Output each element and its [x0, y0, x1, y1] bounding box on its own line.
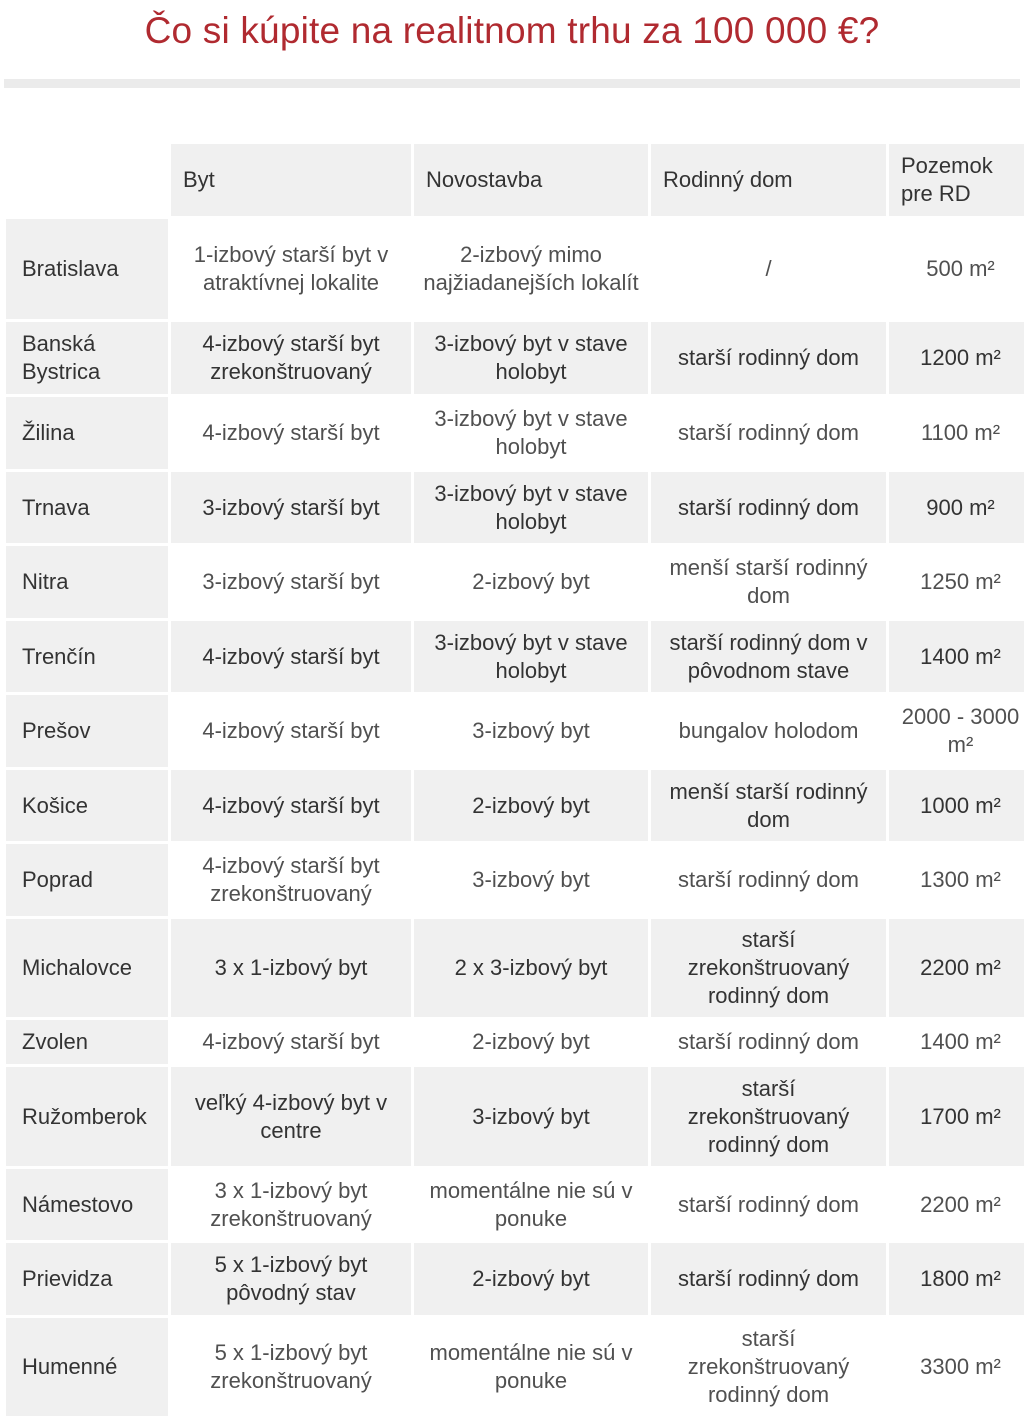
- table-row: [6, 621, 1024, 692]
- rodinny-dom-cell: starší rodinný dom: [651, 1169, 886, 1240]
- table-row: [6, 1169, 1024, 1240]
- novostavba-cell: 2-izbový byt: [414, 1243, 648, 1315]
- city-cell: Trnava: [6, 472, 168, 543]
- page-title: Čo si kúpite na realitnom trhu za 100 000 €?: [144, 10, 880, 51]
- rodinny-dom-cell: starší zrekonštruovaný rodinný dom: [651, 1067, 886, 1166]
- city-cell: Košice: [6, 770, 168, 841]
- rodinny-dom-cell: starší rodinný dom: [651, 322, 886, 394]
- pozemok-cell: 2200 m²: [889, 919, 1024, 1017]
- byt-cell: 4-izbový starší byt: [171, 770, 411, 841]
- rodinny-dom-cell: starší rodinný dom: [651, 472, 886, 543]
- pozemok-cell: 1800 m²: [889, 1243, 1024, 1315]
- pozemok-cell: 1250 m²: [889, 546, 1024, 618]
- byt-cell: 4-izbový starší byt zrekonštruovaný: [171, 844, 411, 916]
- novostavba-cell: momentálne nie sú v ponuke: [414, 1318, 648, 1416]
- header-rodinny-dom: Rodinný dom: [651, 144, 886, 216]
- table-header-row: [6, 144, 1024, 216]
- byt-cell: 5 x 1-izbový byt zrekonštruovaný: [171, 1318, 411, 1416]
- rodinny-dom-cell: starší rodinný dom: [651, 1020, 886, 1064]
- city-cell: Nitra: [6, 546, 168, 618]
- byt-cell: 3 x 1-izbový byt: [171, 919, 411, 1017]
- city-cell: Zvolen: [6, 1020, 168, 1064]
- table-row: [6, 472, 1024, 543]
- novostavba-cell: 3-izbový byt v stave holobyt: [414, 322, 648, 394]
- city-cell: Námestovo: [6, 1169, 168, 1240]
- byt-cell: 3-izbový starší byt: [171, 472, 411, 543]
- city-cell: Trenčín: [6, 621, 168, 692]
- novostavba-cell: 3-izbový byt: [414, 1067, 648, 1166]
- rodinny-dom-cell: starší zrekonštruovaný rodinný dom: [651, 1318, 886, 1416]
- header-pozemok: Pozemok pre RD: [889, 144, 1024, 216]
- novostavba-cell: 2-izbový byt: [414, 1020, 648, 1064]
- city-cell: Prešov: [6, 695, 168, 767]
- rodinny-dom-cell: starší rodinný dom: [651, 1243, 886, 1315]
- novostavba-cell: 2-izbový mimo najžiadanejších lokalít: [414, 219, 648, 319]
- pozemok-cell: 2200 m²: [889, 1169, 1024, 1240]
- city-cell: Prievidza: [6, 1243, 168, 1315]
- novostavba-cell: 2 x 3-izbový byt: [414, 919, 648, 1017]
- novostavba-cell: 3-izbový byt v stave holobyt: [414, 472, 648, 543]
- city-cell: Michalovce: [6, 919, 168, 1017]
- byt-cell: 5 x 1-izbový byt pôvodný stav: [171, 1243, 411, 1315]
- novostavba-cell: momentálne nie sú v ponuke: [414, 1169, 648, 1240]
- rodinny-dom-cell: starší zrekonštruovaný rodinný dom: [651, 919, 886, 1017]
- rodinny-dom-cell: menší starší rodinný dom: [651, 770, 886, 841]
- novostavba-cell: 2-izbový byt: [414, 546, 648, 618]
- pozemok-cell: 1400 m²: [889, 621, 1024, 692]
- byt-cell: 4-izbový starší byt: [171, 621, 411, 692]
- price-comparison-table: [3, 141, 1024, 1419]
- pozemok-cell: 900 m²: [889, 472, 1024, 543]
- byt-cell: 4-izbový starší byt: [171, 695, 411, 767]
- city-cell: Banská Bystrica: [6, 322, 168, 394]
- table-row: [6, 1318, 1024, 1416]
- novostavba-cell: 3-izbový byt v stave holobyt: [414, 621, 648, 692]
- header-corner: [6, 144, 168, 216]
- byt-cell: 3 x 1-izbový byt zrekonštruovaný: [171, 1169, 411, 1240]
- table-row: [6, 1243, 1024, 1315]
- novostavba-cell: 3-izbový byt: [414, 844, 648, 916]
- pozemok-cell: 1400 m²: [889, 1020, 1024, 1064]
- rodinny-dom-cell: starší rodinný dom: [651, 397, 886, 469]
- byt-cell: 1-izbový starší byt v atraktívnej lokalite: [171, 219, 411, 319]
- byt-cell: 4-izbový starší byt zrekonštruovaný: [171, 322, 411, 394]
- pozemok-cell: 1300 m²: [889, 844, 1024, 916]
- rodinny-dom-cell: starší rodinný dom v pôvodnom stave: [651, 621, 886, 692]
- novostavba-cell: 3-izbový byt v stave holobyt: [414, 397, 648, 469]
- byt-cell: 4-izbový starší byt: [171, 1020, 411, 1064]
- city-cell: Humenné: [6, 1318, 168, 1416]
- pozemok-cell: 3300 m²: [889, 1318, 1024, 1416]
- city-cell: Ružomberok: [6, 1067, 168, 1166]
- table-row: [6, 219, 1024, 319]
- pozemok-cell: 2000 - 3000 m²: [889, 695, 1024, 767]
- table-row: [6, 322, 1024, 394]
- table-row: [6, 844, 1024, 916]
- byt-cell: 4-izbový starší byt: [171, 397, 411, 469]
- rodinny-dom-cell: /: [651, 219, 886, 319]
- city-cell: Bratislava: [6, 219, 168, 319]
- pozemok-cell: 1200 m²: [889, 322, 1024, 394]
- table-row: [6, 695, 1024, 767]
- table-row: [6, 770, 1024, 841]
- city-cell: Žilina: [6, 397, 168, 469]
- title-divider: [4, 79, 1020, 88]
- rodinny-dom-cell: bungalov holodom: [651, 695, 886, 767]
- pozemok-cell: 1000 m²: [889, 770, 1024, 841]
- novostavba-cell: 3-izbový byt: [414, 695, 648, 767]
- table-row: [6, 919, 1024, 1017]
- rodinny-dom-cell: menší starší rodinný dom: [651, 546, 886, 618]
- rodinny-dom-cell: starší rodinný dom: [651, 844, 886, 916]
- table-row: [6, 546, 1024, 618]
- table-row: [6, 1020, 1024, 1064]
- novostavba-cell: 2-izbový byt: [414, 770, 648, 841]
- pozemok-cell: 1700 m²: [889, 1067, 1024, 1166]
- city-cell: Poprad: [6, 844, 168, 916]
- pozemok-cell: 1100 m²: [889, 397, 1024, 469]
- table-row: [6, 1067, 1024, 1166]
- header-byt: Byt: [171, 144, 411, 216]
- byt-cell: 3-izbový starší byt: [171, 546, 411, 618]
- header-novostavba: Novostavba: [414, 144, 648, 216]
- pozemok-cell: 500 m²: [889, 219, 1024, 319]
- byt-cell: veľký 4-izbový byt v centre: [171, 1067, 411, 1166]
- table-row: [6, 397, 1024, 469]
